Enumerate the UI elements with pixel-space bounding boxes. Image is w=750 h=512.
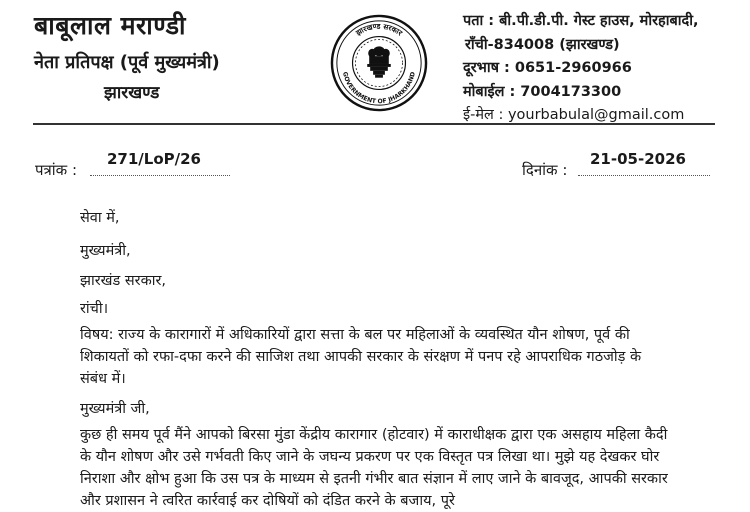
addressee-line-4: रांची। [80,301,109,317]
seal-top-text: झारखण्ड सरकार [354,21,405,38]
sender-state: झारखण्ड [104,83,160,103]
addressee-line-3: झारखंड सरकार, [80,273,167,289]
seal-bottom-text: GOVERNMENT OF JHARKHAND [341,71,417,106]
salutation: मुख्यमंत्री जी, [80,401,150,417]
mobile: मोबाईल : 7004173300 [463,83,622,100]
sender-title: नेता प्रतिपक्ष (पूर्व मुख्यमंत्री) [34,52,220,73]
reference-dotted-line [90,175,230,176]
sender-name: बाबूलाल मराण्डी [34,11,186,40]
subject-paragraph: विषय: राज्य के कारागारों में अधिकारियों द्वारा सत्ता के बल पर महिलाओं के व्यवस्थित यौन शोषण, पूर्व की शिकायतों को रफा-दफा करने की साजिश तथा आपकी सरकार के संरक्षण में पनप रहे आपराधिक गठजोड़ के संबंध में। [80,327,642,387]
reference-label: पत्रांक : [35,161,78,179]
addressee-line-1: सेवा में, [80,210,120,226]
contact-block [463,10,699,128]
phone: दूरभाष : 0651-2960966 [463,60,632,76]
date-label: दिनांक : [522,161,568,179]
addressee-line-2: मुख्यमंत्री, [80,243,131,259]
email: ई-मेल : yourbabulal@gmail.com [463,107,685,123]
sender-block [34,8,220,103]
government-emblem-seal [330,12,428,114]
date-value: 21-05-2026 [590,150,686,168]
letterhead-divider [33,123,715,125]
address-line-1: पता : बी.पी.डी.पी. गेस्ट हाउस, मोरहाबादी, [463,13,699,29]
reference-number: 271/LoP/26 [107,150,201,168]
date-dotted-line [578,175,710,176]
address-line-2: राँची-834008 (झारखण्ड) [465,36,620,53]
body-paragraph: कुछ ही समय पूर्व मैंने आपको बिरसा मुंडा केंद्रीय कारागार (होटवार) में काराधीक्षक द्वारा एक असहाय महिला कैदी के यौन शोषण और उसे गर्भवती किए जाने के जघन्य प्रकरण पर एक विस्तृत पत्र लिखा था। मुझे यह देखकर घोर निराशा और क्षोभ हुआ कि उस पत्र के माध्यम से इतनी गंभीर बात संज्ञान में लाए जाने के बावजूद, आपकी सरकार और प्रशासन ने त्वरित कार्रवाई कर दोषियों को दंडित करने के बजाय, पूरे [80,427,668,509]
